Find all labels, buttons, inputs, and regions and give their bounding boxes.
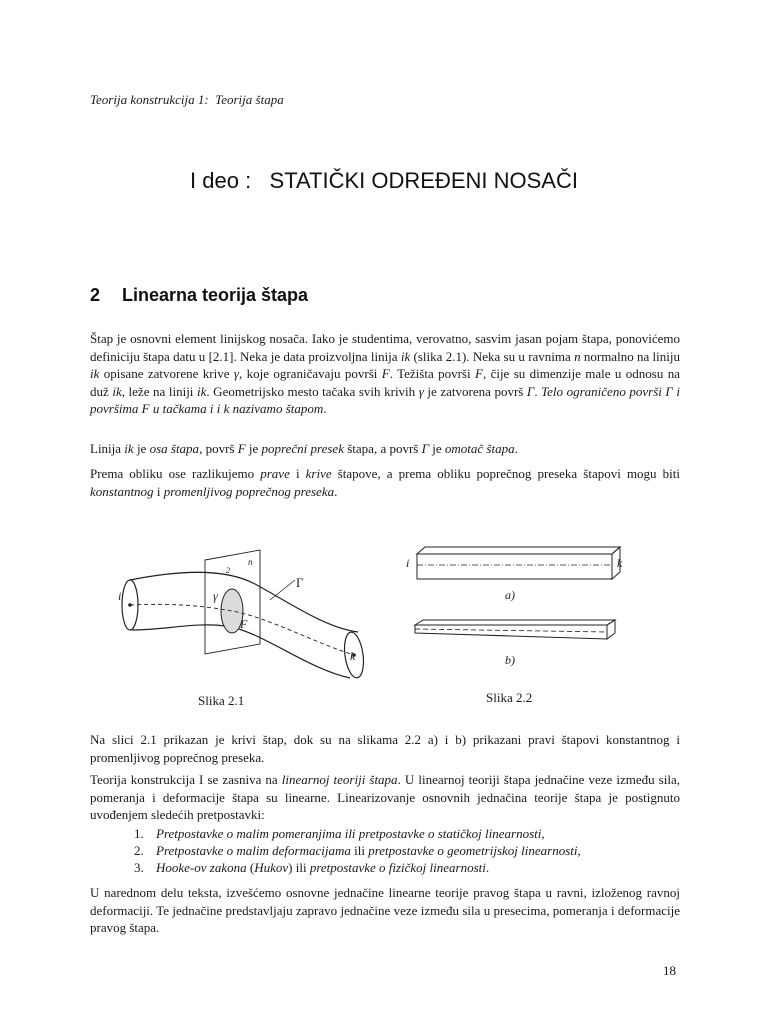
bar-b-axis: [415, 629, 607, 632]
bar-b-top: [415, 620, 615, 625]
bar-b-side: [607, 620, 615, 639]
paragraph-axis: Linija ik je osa štapa, površ F je poprečni presek štapa, a površ Γ je omotač štapa.: [90, 441, 518, 456]
label-i: i: [406, 556, 410, 570]
paragraph-figure-description: Na slici 2.1 prikazan je krivi štap, dok su na slikama 2.2 a) i b) prikazani pravi štapovi konstantnog i promenljivog poprečnog preseka.: [90, 732, 680, 765]
section-heading: [90, 285, 308, 306]
bar-a-front: [417, 554, 612, 579]
label-Gamma: Γ: [296, 575, 304, 590]
gamma-leader: [270, 580, 295, 600]
section-number: 2: [90, 285, 101, 305]
label-n: n: [248, 557, 253, 567]
label-gamma: γ: [213, 589, 218, 603]
running-header: Teorija konstrukcija 1: Teorija štapa: [90, 92, 284, 107]
section-title-text: Linearna teorija štapa: [122, 285, 309, 305]
list-item: 2. Pretpostavke o malim deformacijama ili pretpostavke o geometrijskoj linearnosti,: [134, 843, 581, 858]
list-item: 1. Pretpostavke o malim pomeranjima ili pretpostavke o statičkoj linearnosti,: [134, 826, 545, 841]
paragraph-classification: Prema obliku ose razlikujemo prave i krive štapove, a prema obliku poprečnog preseka štapovi mogu biti konstantnog i promenljivog poprečnog preseka.: [90, 466, 680, 499]
bar-b-front: [415, 625, 607, 639]
page-number: 18: [663, 963, 676, 978]
bar-bottom-edge: [132, 625, 350, 678]
figure-curved-bar: [110, 548, 380, 688]
paragraph-conclusion: U narednom delu teksta, izvešćemo osnovne jednačine linearne teorije pravog štapa u ravni, izloženog ravnoj deformaciji. Te jednačine predstavljaju zapravo jednačine veze između sila u presecima, pomeranja i deformacije pravog štapa.: [90, 885, 680, 935]
paragraph-linear-theory: Teorija konstrukcija I se zasniva na linearnoj teoriji štapa. U linearnoj teoriji štapa jednačine veze između sila, pomeranja i deformacije štapa su linearne. Linearizovanje osnovnih jednačina teorije štapa je postignuto uvođenjem sledećih pretpostavki:: [90, 772, 680, 822]
label-b: b): [505, 653, 515, 667]
figure-straight-bars: [395, 540, 645, 675]
figure2-caption: Slika 2.2: [486, 690, 533, 705]
figure1-caption: Slika 2.1: [198, 693, 245, 708]
label-a: a): [505, 588, 515, 602]
paragraph-definition: Štap je osnovni element linijskog nosača. Iako je studentima, verovatno, sasvim jasan pojam štapa, ponovićemo definiciju štapa datu u [2.1]. Neka je data proizvoljna linija ik (slika 2.1). Neka su u ravnima n normalno na liniju ik opisane zatvorene krive γ, koje ograničavaju površi F. Težišta površi F, čije su dimenzije male u odnosu na duž ik, leže na liniji ik. Geometrijsko mesto tačaka svih krivih γ je zatvorena površ Γ. Telo ograničeno površi Γ i površima F u tačkama i i k nazivamo štapom.: [90, 331, 681, 416]
list-item: 3. Hooke-ov zakona (Hukov) ili pretpostavke o fizičkoj linearnosti.: [134, 860, 490, 875]
label-k: k: [617, 556, 623, 570]
label-2: 2: [226, 566, 230, 575]
part-title: I deo : STATIČKI ODREĐENI NOSAČI: [190, 168, 578, 193]
bar-a-top: [417, 547, 620, 554]
assumptions-list: [134, 825, 581, 876]
label-F: F: [240, 617, 248, 631]
label-k: k: [350, 649, 356, 663]
label-i: i: [118, 589, 122, 603]
